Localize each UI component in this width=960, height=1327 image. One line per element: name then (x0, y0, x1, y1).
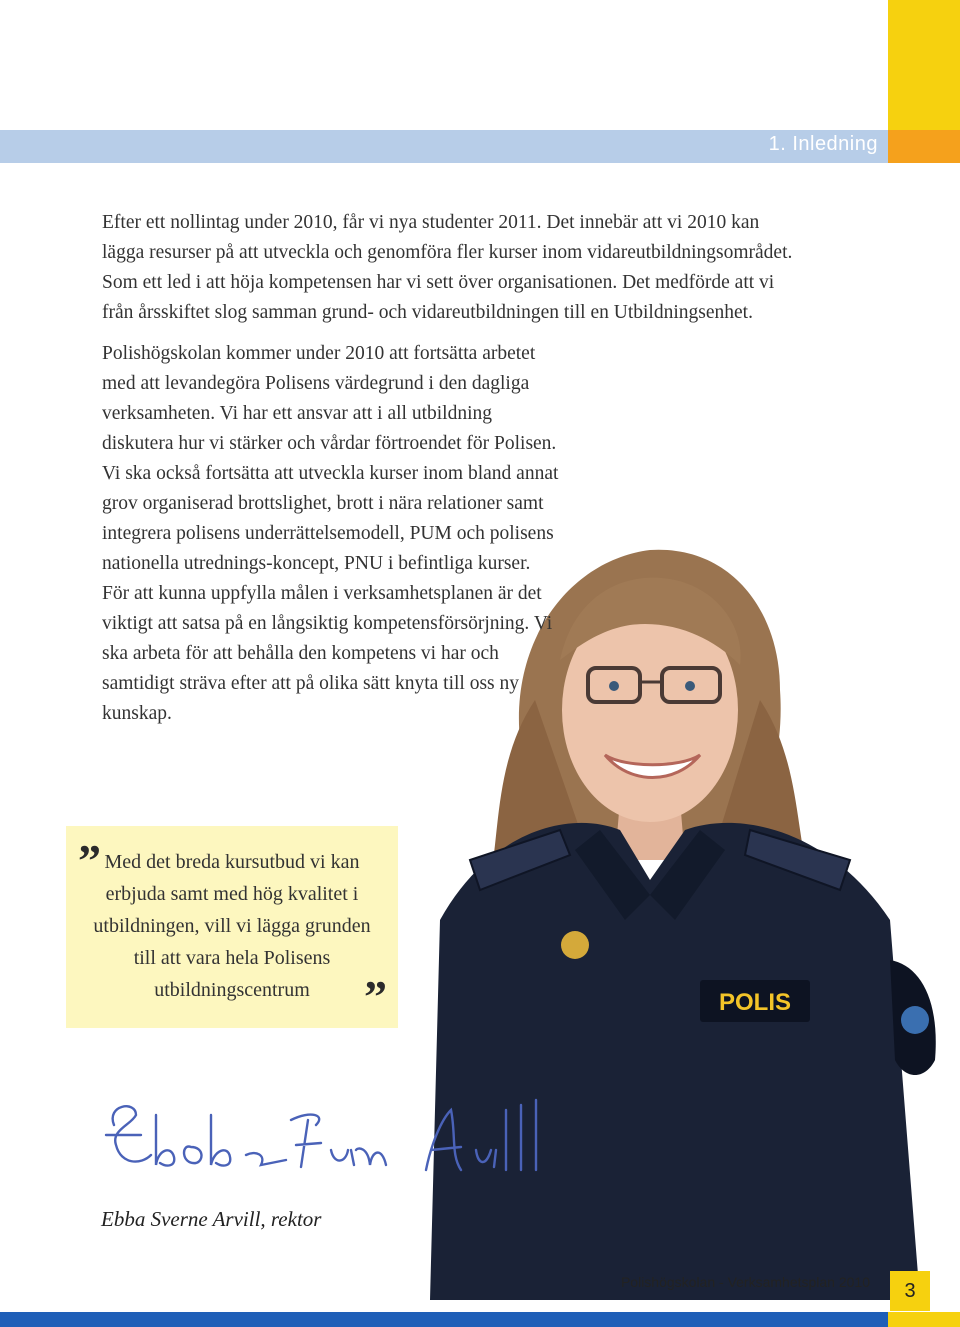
open-quote-mark: ” (78, 835, 101, 886)
footer-band-yellow (888, 1312, 960, 1327)
footer-publication-title: Polishögskolan - Verksamhetsplan 2010 (620, 1274, 870, 1290)
page-number: 3 (890, 1271, 930, 1311)
corner-orange-block (888, 130, 960, 163)
pull-quote-text: Med det breda kursutbud vi kan erbjuda samt med hög kvalitet i utbildningen, vill vi lägga grunden till att vara hela Polisens utbildningscentrum (93, 851, 371, 1001)
signer-name: Ebba Sverne Arvill, rektor (101, 1207, 322, 1231)
body-text (102, 208, 802, 740)
pull-quote (66, 826, 398, 1028)
handwritten-signature (96, 1095, 556, 1195)
section-title: 1. Inledning (768, 133, 878, 155)
footer-band-blue (0, 1312, 888, 1327)
section-header-band (0, 130, 888, 163)
polis-chest-text: POLIS (718, 989, 792, 1016)
body-paragraph-2: Polishögskolan kommer under 2010 att fortsätta arbetet med att levandegöra Polisens värdegrund i den dagliga verksamheten. Vi har ett ansvar att i all utbildning diskutera hur vi stärker och vårdar förtroendet för Polisen. Vi ska också fortsätta att utveckla kurser inom bland annat grov organiserad brottslighet, brott i nära relationer samt integrera polisens underrättelsemodell, PUM och polisens nationella utrednings-koncept, PNU i befintliga kurser. För att kunna uppfylla målen i verksamhetsplanen är det viktigt att satsa på en långsiktig kompetensförsörjning. Vi ska arbeta för att behålla den kompetens vi har och samtidigt sträva efter att på olika sätt knyta till oss ny kunskap. (102, 343, 559, 724)
body-paragraph-1: Efter ett nollintag under 2010, får vi nya studenter 2011. Det innebär att vi 2010 kan lägga resurser på att utveckla och genomföra fler kurser inom vidareutbildningsområdet. Som ett led i att höja kompetensen har vi sett över organisationen. Det medförde att vi från årsskiftet slog samman grund- och vidareutbildningen till en Utbildningsenhet. (102, 212, 793, 323)
close-quote-mark: ” (364, 971, 387, 1022)
corner-yellow-block (888, 0, 960, 130)
